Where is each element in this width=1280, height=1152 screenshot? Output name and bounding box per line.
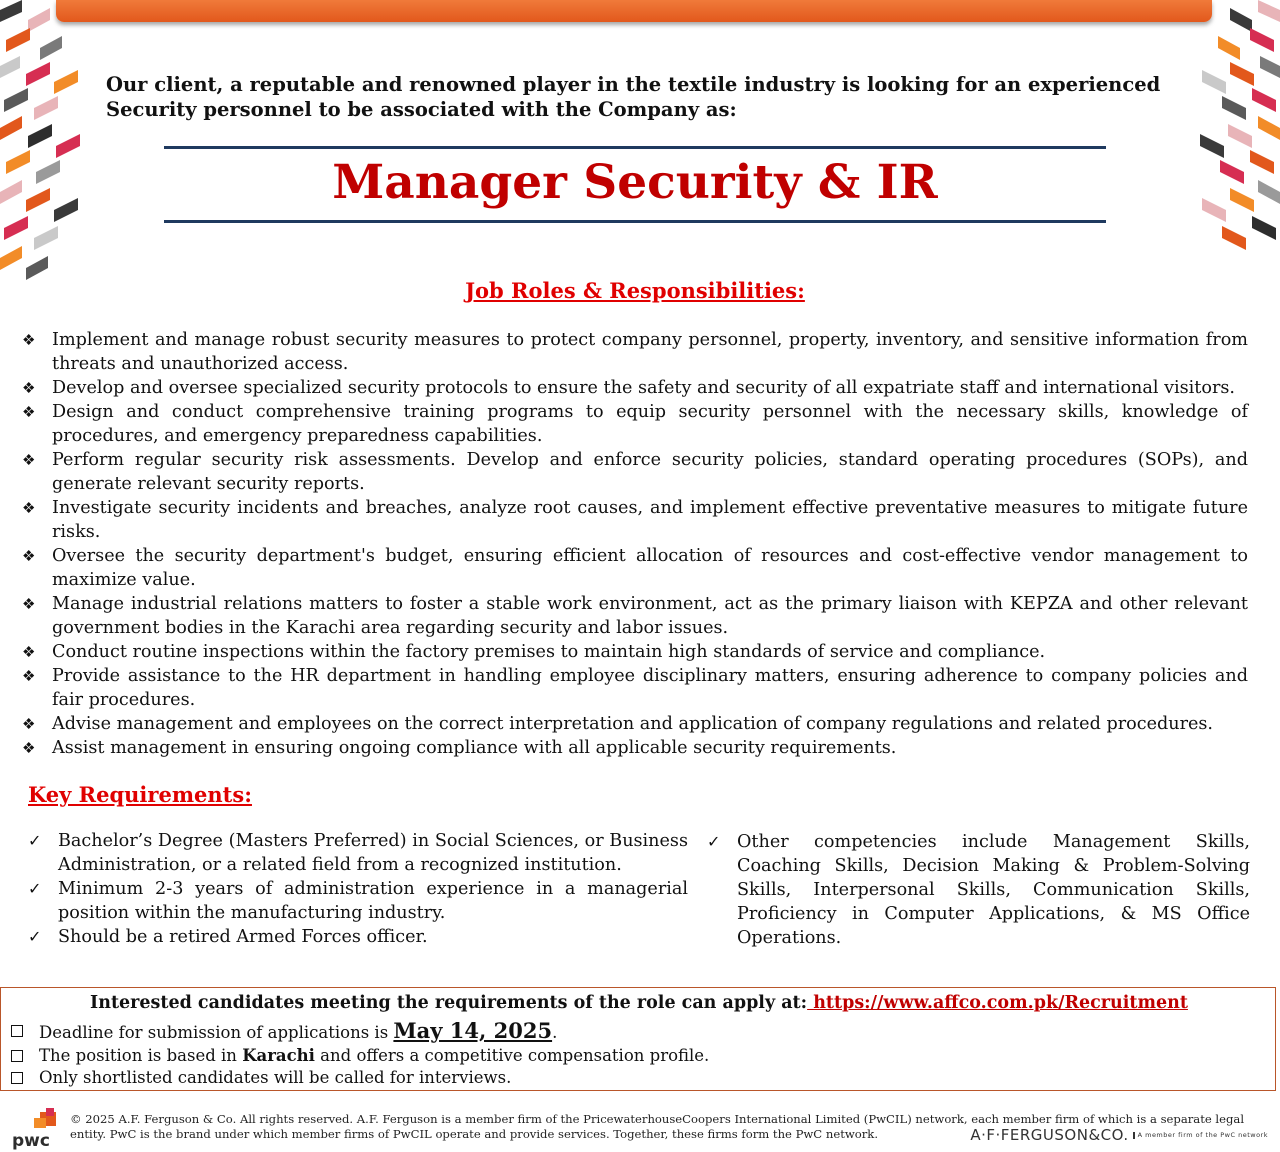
role-item: ❖ Manage industrial relations matters to foster a stable work environment, act as the primary liaison with KEPZA and other relevant government bodies in the Karachi area regarding security and labor issues. — [22, 594, 1248, 638]
square-bullet-icon — [11, 1072, 23, 1084]
role-item: ❖ Provide assistance to the HR department in handling employee disciplinary matters, ensuring adherence to company policies and fair procedures. — [22, 666, 1248, 710]
check-icon: ✓ — [707, 832, 721, 851]
affco-logo: A·F·FERGUSON&CO. A member firm of the PwC network — [970, 1126, 1268, 1144]
diamond-bullet-icon: ❖ — [22, 667, 36, 685]
diamond-bullet-icon: ❖ — [22, 739, 36, 757]
apply-line: Interested candidates meeting the requirements of the role can apply at: https://www.affco.com.pk/Recruitment — [90, 993, 1188, 1013]
title-rule-top — [164, 146, 1106, 149]
requirements-left-list — [28, 829, 688, 949]
diamond-bullet-icon: ❖ — [22, 451, 36, 469]
role-item: ❖ Assist management in ensuring ongoing compliance with all applicable security requirements. — [22, 738, 897, 758]
role-item: ❖ Develop and oversee specialized security protocols to ensure the safety and security of all expatriate staff and international visitors. — [22, 378, 1235, 398]
shortlist-note: Only shortlisted candidates will be called for interviews. — [9, 1067, 709, 1090]
requirements-right-list — [707, 830, 1250, 950]
requirement-item: ✓ Minimum 2-3 years of administration experience in a managerial position within the manufacturing industry. — [28, 879, 688, 923]
roles-heading: Job Roles & Responsibilities: — [465, 278, 805, 303]
recruitment-link[interactable]: https://www.affco.com.pk/Recruitment — [807, 993, 1188, 1013]
roles-list — [22, 328, 1248, 760]
square-bullet-icon — [11, 1025, 23, 1037]
left-decorative-pattern — [0, 0, 82, 290]
role-item: ❖ Design and conduct comprehensive training programs to equip security personnel with the necessary skills, knowledge of procedures, and emergency preparedness capabilities. — [22, 402, 1248, 446]
requirement-item: ✓ Should be a retired Armed Forces officer. — [28, 927, 428, 947]
copyright-text: © 2025 A.F. Ferguson & Co. All rights reserved. A.F. Ferguson is a member firm of the PricewaterhouseCoopers International Limited (PwCIL) network, each member firm of which is a separate legal entity. PwC is the brand under which member firms of PwCIL operate and provide services. Together, these firms form the PwC network. — [70, 1112, 1245, 1141]
role-item: ❖ Investigate security incidents and breaches, analyze root causes, and implement effective preventative measures to mitigate future risks. — [22, 498, 1248, 542]
square-bullet-icon — [11, 1050, 23, 1062]
check-icon: ✓ — [28, 831, 42, 850]
diamond-bullet-icon: ❖ — [22, 331, 36, 349]
diamond-bullet-icon: ❖ — [22, 715, 36, 733]
check-icon: ✓ — [28, 927, 42, 946]
check-icon: ✓ — [28, 879, 42, 898]
job-title: Manager Security & IR — [332, 155, 938, 210]
pwc-logo — [10, 1106, 60, 1150]
role-item: ❖ Conduct routine inspections within the factory premises to maintain high standards of service and compliance. — [22, 642, 1046, 662]
diamond-bullet-icon: ❖ — [22, 643, 36, 661]
requirements-heading: Key Requirements: — [28, 782, 252, 807]
deadline-date: May 14, 2025 — [393, 1018, 553, 1043]
role-item: ❖ Advise management and employees on the correct interpretation and application of company regulations and related procedures. — [22, 714, 1214, 734]
deadline-note: Deadline for submission of applications is May 14, 2025. — [9, 1020, 709, 1045]
diamond-bullet-icon: ❖ — [22, 499, 36, 517]
location-note: The position is based in Karachi and offers a competitive compensation profile. — [9, 1045, 709, 1068]
diamond-bullet-icon: ❖ — [22, 403, 36, 421]
notes-list — [9, 1020, 709, 1090]
diamond-bullet-icon: ❖ — [22, 547, 36, 565]
top-orange-bar — [56, 0, 1212, 22]
title-rule-bottom — [164, 220, 1106, 223]
diamond-bullet-icon: ❖ — [22, 379, 36, 397]
role-item: ❖ Oversee the security department's budget, ensuring efficient allocation of resources and cost-effective vendor management to maximize value. — [22, 546, 1248, 590]
footer — [0, 1100, 1280, 1152]
role-item: ❖ Implement and manage robust security measures to protect company personnel, property, inventory, and sensitive information from threats and unauthorized access. — [22, 330, 1248, 374]
apply-box — [0, 987, 1276, 1091]
intro-paragraph: Our client, a reputable and renowned player in the textile industry is looking for an experienced Security personnel to be associated with the Company as: — [106, 73, 1161, 121]
requirement-item: ✓ Other competencies include Management Skills, Coaching Skills, Decision Making & Problem-Solving Skills, Interpersonal Skills, Communication Skills, Proficiency in Computer Applications, & MS Office Operations. — [707, 832, 1250, 948]
svg-text:pwc: pwc — [12, 1131, 50, 1150]
diamond-bullet-icon: ❖ — [22, 595, 36, 613]
requirement-item: ✓ Bachelor’s Degree (Masters Preferred) in Social Sciences, or Business Administration, or a related field from a recognized institution. — [28, 831, 688, 875]
role-item: ❖ Perform regular security risk assessments. Develop and enforce security policies, standard operating procedures (SOPs), and generate relevant security reports. — [22, 450, 1248, 494]
right-decorative-pattern — [1198, 0, 1280, 270]
location-name: Karachi — [242, 1045, 315, 1065]
